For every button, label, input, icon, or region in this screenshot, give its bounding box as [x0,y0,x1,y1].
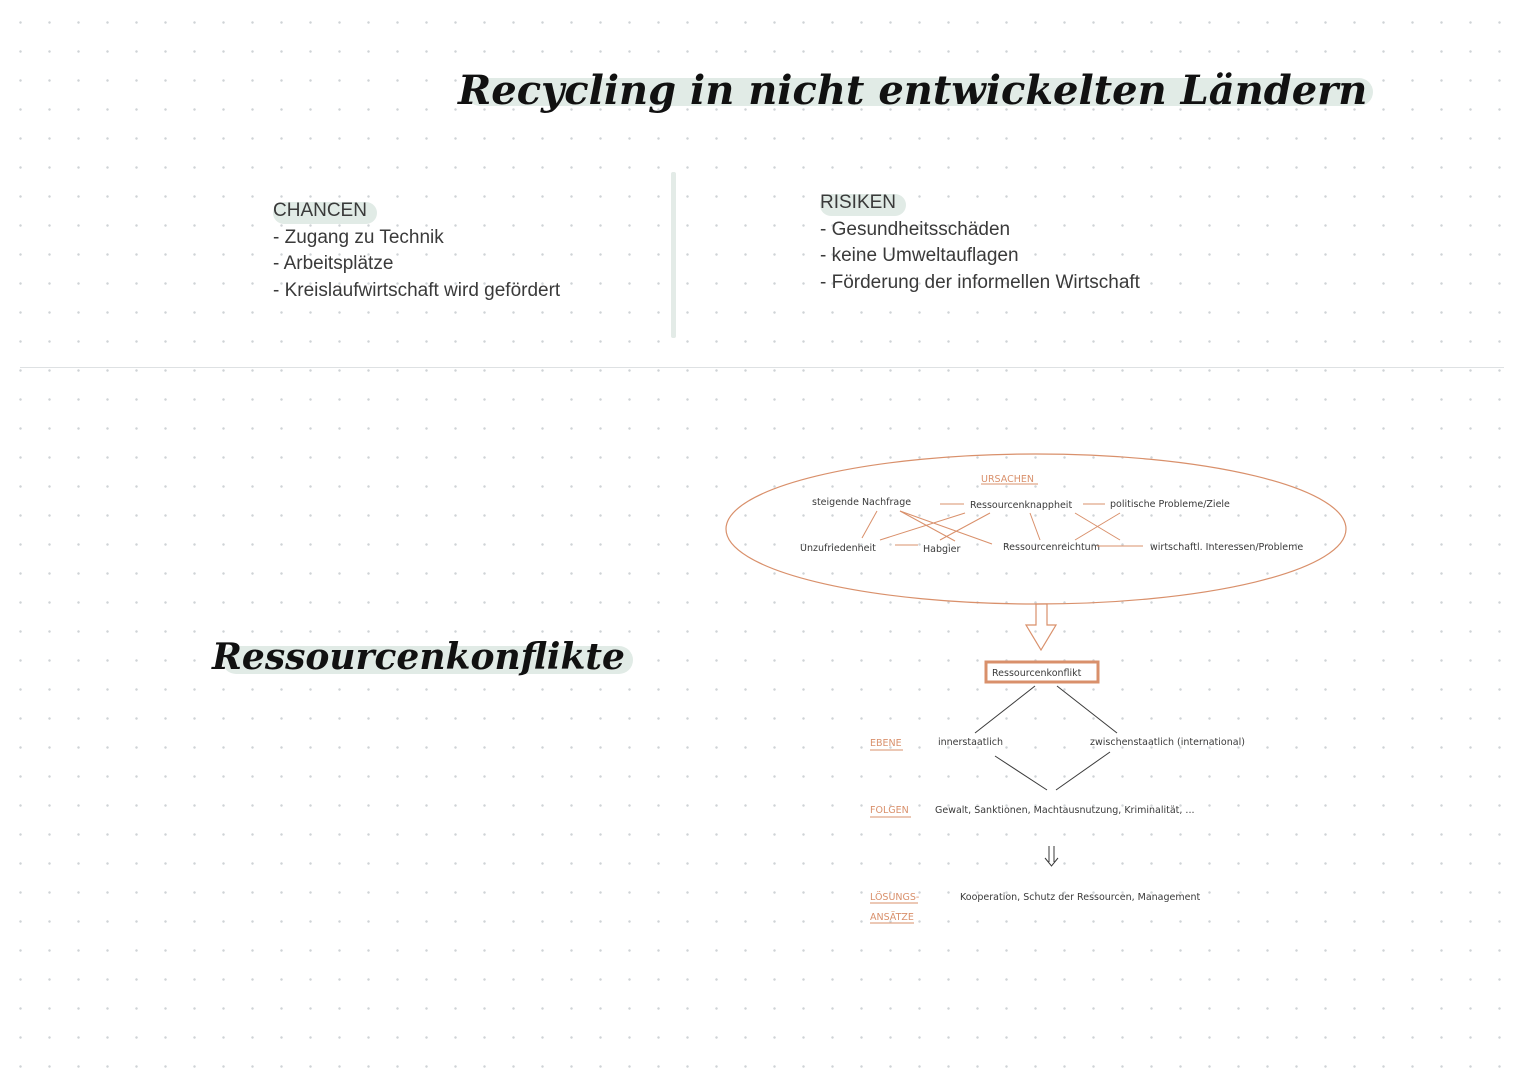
cause-ressourcenreichtum: Ressourcenreichtum [1003,542,1100,553]
list-item: - Arbeitsplätze [273,251,560,278]
cause-steigende-nachfrage: steigende Nachfrage [812,497,912,508]
list-item: - Kreislaufwirtschaft wird gefördert [273,278,560,305]
ebene-left: innerstaatlich [938,737,1003,748]
list-item: - Gesundheitsschäden [820,217,1140,244]
cause-unzufriedenheit: Unzufriedenheit [800,543,876,554]
cause-politische-probleme: politische Probleme/Ziele [1110,499,1230,510]
folgen-text: Gewalt, Sanktionen, Machtausnutzung, Kriminalität, ... [935,805,1195,816]
cause-ressourcenknappheit: Ressourcenknappheit [970,500,1073,511]
loesungs-text: Kooperation, Schutz der Ressourcen, Management [960,892,1201,903]
konflikt-label: Ressourcenkonflikt [992,668,1082,679]
ursachen-label: URSACHEN [981,474,1034,485]
chancen-heading: CHANCEN [273,198,373,225]
page-title-text: Recycling in nicht entwickelten Ländern [452,56,1373,126]
ebene-label: EBENE [870,738,902,749]
double-arrow-down-icon [1045,846,1058,866]
folgen-label: FOLGEN [870,805,909,816]
ebene-right: zwischenstaatlich (international) [1090,737,1245,748]
list-item: - Zugang zu Technik [273,225,560,252]
cause-habgier: Habgier [923,544,961,555]
list-item: - Förderung der informellen Wirtschaft [820,270,1140,297]
loesungs-label-1: LÖSUNGS- [870,892,920,903]
loesungs-label-2: ANSÄTZE [870,912,914,923]
section-title-text: Ressourcenkonflikte [212,622,625,692]
cause-wirtschaftl-interessen: wirtschaftl. Interessen/Probleme [1150,542,1304,553]
risiken-heading: RISIKEN [820,190,902,217]
arrow-down-icon [1026,604,1056,650]
list-item: - keine Umweltauflagen [820,243,1140,270]
